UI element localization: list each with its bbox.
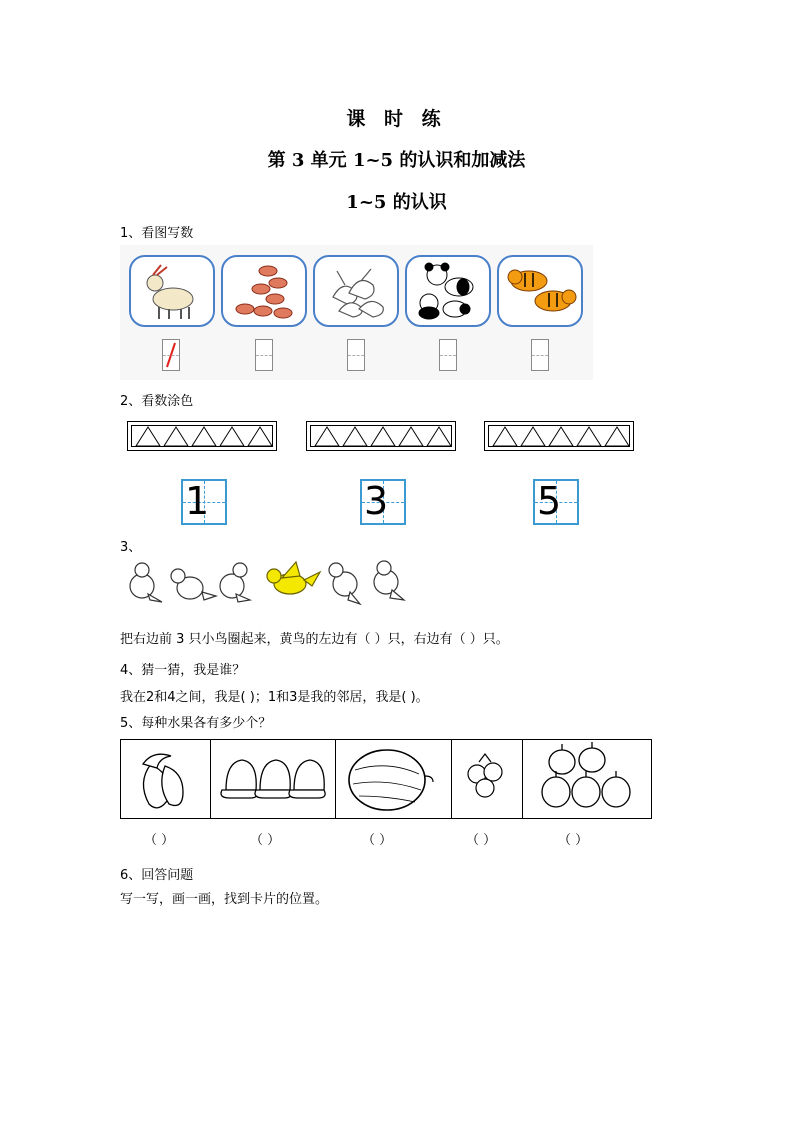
q1-answer-box-4[interactable] xyxy=(439,339,457,371)
geese-picture xyxy=(315,257,397,325)
q5-label: 5、每种水果各有多少个？ xyxy=(120,716,272,731)
watermelon-cell xyxy=(335,740,452,818)
q6-label: 6、回答问题 xyxy=(120,868,194,883)
triangles-2 xyxy=(307,422,455,450)
apple-answer[interactable]: （ ） xyxy=(558,833,589,848)
birds-row xyxy=(120,556,420,610)
triangles-1 xyxy=(128,422,276,450)
q4-label: 4、猜一猜，我是谁？ xyxy=(120,663,246,678)
apple-picture xyxy=(522,740,649,818)
fruit-strip xyxy=(120,739,652,819)
number-3: 3 xyxy=(364,479,389,523)
q1-answer-stroke xyxy=(163,340,179,370)
peach-picture xyxy=(210,740,335,818)
q6-text: 写一写，画一画，找到卡片的位置。 xyxy=(120,892,329,907)
unit-title: 第 3 单元 1~5 的认识和加减法 xyxy=(267,150,526,171)
q3-text: 把右边前 3 只小鸟圈起来，黄鸟的左边有（ ）只，右边有（ ）只。 xyxy=(120,632,509,647)
number-1: 1 xyxy=(185,479,210,523)
mango-answer[interactable]: （ ） xyxy=(144,833,175,848)
number-5: 5 xyxy=(537,479,562,523)
pandas-card xyxy=(405,255,491,327)
goat-card xyxy=(129,255,215,327)
tigers-picture xyxy=(499,257,581,325)
apple-cell xyxy=(522,740,649,818)
mango-cell xyxy=(121,740,211,818)
triangle-box-1 xyxy=(127,421,277,451)
tigers-card xyxy=(497,255,583,327)
watermelon-answer[interactable]: （ ） xyxy=(362,833,393,848)
ants-card xyxy=(221,255,307,327)
strawberry-picture xyxy=(451,740,522,818)
peach-cell xyxy=(210,740,336,818)
q1-answer-box-3[interactable] xyxy=(347,339,365,371)
q1-answer-box-5[interactable] xyxy=(531,339,549,371)
q4-text: 我在2和4之间，我是( )；1和3是我的邻居，我是( )。 xyxy=(120,690,429,705)
pandas-picture xyxy=(407,257,489,325)
number-grid-5 xyxy=(533,479,579,525)
q1-label: 1、看图写数 xyxy=(120,226,194,241)
page-title: 课 时 练 xyxy=(346,108,447,130)
strawberry-answer[interactable]: （ ） xyxy=(466,833,497,848)
peach-answer[interactable]: （ ） xyxy=(250,833,281,848)
triangles-3 xyxy=(485,422,633,450)
strawberry-cell xyxy=(451,740,523,818)
q3-label: 3、 xyxy=(120,540,142,555)
geese-card xyxy=(313,255,399,327)
q1-answer-box-2[interactable] xyxy=(255,339,273,371)
number-grid-3 xyxy=(360,479,406,525)
ants-picture xyxy=(223,257,305,325)
goat-picture xyxy=(131,257,213,325)
lesson-title: 1~5 的认识 xyxy=(346,192,447,213)
number-grid-1 xyxy=(181,479,227,525)
q1-panel xyxy=(120,245,593,380)
triangle-box-2 xyxy=(306,421,456,451)
mango-picture xyxy=(121,740,210,818)
q2-label: 2、看数涂色 xyxy=(120,394,194,409)
triangle-box-3 xyxy=(484,421,634,451)
q1-answer-box-1[interactable] xyxy=(162,339,180,371)
watermelon-picture xyxy=(335,740,451,818)
birds-picture xyxy=(120,556,420,610)
